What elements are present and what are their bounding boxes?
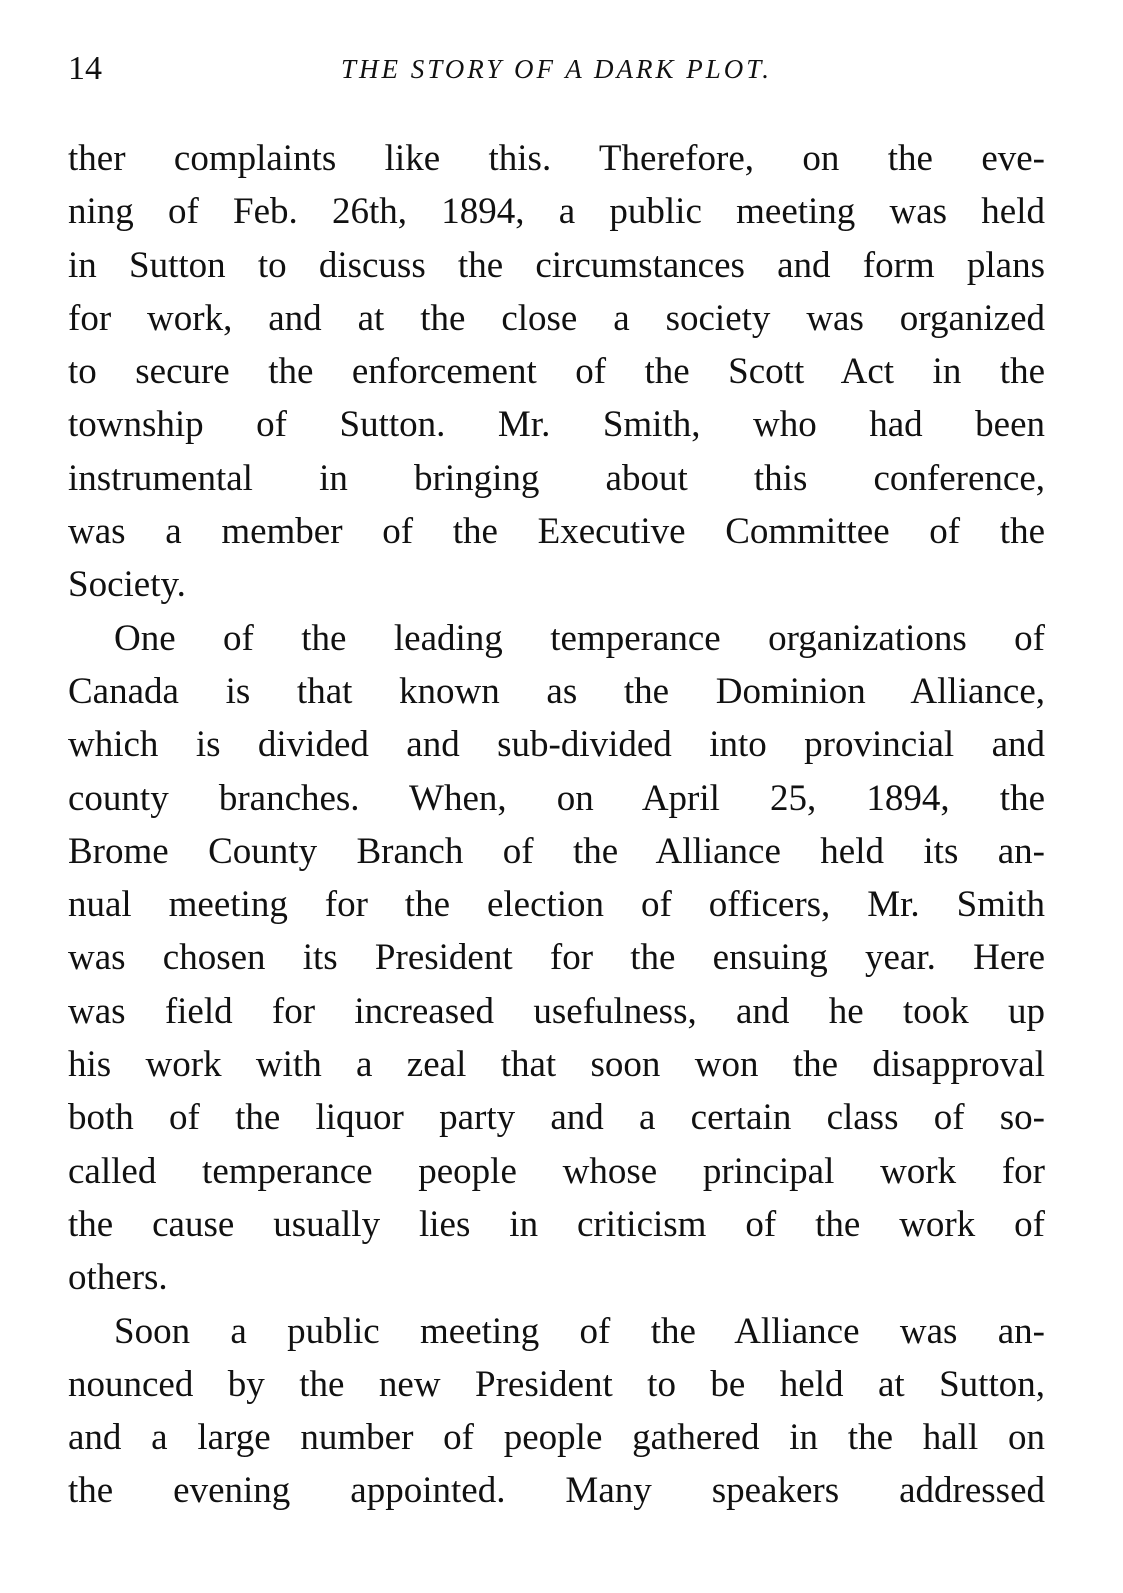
text-line-content: was chosen its President for the ensuing year. Here xyxy=(68,937,1045,979)
running-title: THE STORY OF A DARK PLOT. xyxy=(340,54,773,84)
text-line-content: was a member of the Executive Committee of the xyxy=(68,511,1045,553)
text-line xyxy=(68,665,1045,718)
text-line xyxy=(68,398,1045,451)
text-line-content: called temperance people whose principal work for xyxy=(68,1150,1045,1192)
text-line xyxy=(68,772,1045,825)
text-line xyxy=(68,1251,1045,1304)
text-line-content: Soon a public meeting of the Alliance was an- xyxy=(114,1310,1045,1352)
text-line xyxy=(68,718,1045,771)
page-number: 14 xyxy=(68,50,102,87)
text-line-content: was field for increased usefulness, and he took up xyxy=(68,990,1045,1032)
text-line xyxy=(68,505,1045,558)
text-line xyxy=(68,1411,1045,1464)
text-line xyxy=(68,612,1045,665)
text-line-content: his work with a zeal that soon won the disapproval xyxy=(68,1044,1045,1086)
text-line-content: which is divided and sub-divided into provincial and xyxy=(68,724,1045,766)
text-line xyxy=(68,1358,1045,1411)
text-line xyxy=(68,345,1045,398)
text-line xyxy=(68,931,1045,984)
text-line-content: county branches. When, on April 25, 1894, the xyxy=(68,777,1045,819)
text-line xyxy=(68,558,1045,611)
text-line-content: township of Sutton. Mr. Smith, who had been xyxy=(68,404,1045,446)
text-line xyxy=(68,1145,1045,1198)
text-line-content: ning of Feb. 26th, 1894, a public meeting was held xyxy=(68,191,1045,233)
text-line-content: nual meeting for the election of officers, Mr. Smith xyxy=(68,884,1045,926)
page-body xyxy=(68,132,1045,1518)
text-line xyxy=(68,452,1045,505)
text-line-content: ther complaints like this. Therefore, on the eve- xyxy=(68,138,1045,179)
text-line xyxy=(68,1464,1045,1517)
text-line xyxy=(68,825,1045,878)
text-line-content: the evening appointed. Many speakers addressed xyxy=(68,1470,1045,1512)
text-line xyxy=(68,292,1045,345)
page-header xyxy=(68,44,1045,94)
text-line xyxy=(68,239,1045,292)
text-line xyxy=(68,1305,1045,1358)
text-line xyxy=(68,878,1045,931)
text-line-content: Society. xyxy=(68,564,186,606)
text-line xyxy=(68,185,1045,238)
text-line-content: for work, and at the close a society was organized xyxy=(68,297,1045,339)
text-line-content: One of the leading temperance organizations of xyxy=(114,617,1045,659)
text-line-content: nounced by the new President to be held at Sutton, xyxy=(68,1363,1045,1405)
text-line-content: Brome County Branch of the Alliance held its an- xyxy=(68,830,1045,872)
text-line-content: others. xyxy=(68,1257,168,1299)
text-line-content: the cause usually lies in criticism of the work of xyxy=(68,1203,1045,1245)
text-line xyxy=(68,985,1045,1038)
text-line xyxy=(68,1091,1045,1144)
text-line xyxy=(68,132,1045,185)
text-line xyxy=(68,1038,1045,1091)
text-line-content: both of the liquor party and a certain class of so- xyxy=(68,1097,1045,1139)
text-line-content: instrumental in bringing about this conference, xyxy=(68,457,1045,499)
text-line-content: in Sutton to discuss the circumstances and form plans xyxy=(68,244,1045,286)
text-line-content: to secure the enforcement of the Scott Act in the xyxy=(68,351,1045,393)
text-line-content: and a large number of people gathered in the hall on xyxy=(68,1417,1045,1459)
text-line-content: Canada is that known as the Dominion Alliance, xyxy=(68,670,1045,712)
text-line xyxy=(68,1198,1045,1251)
